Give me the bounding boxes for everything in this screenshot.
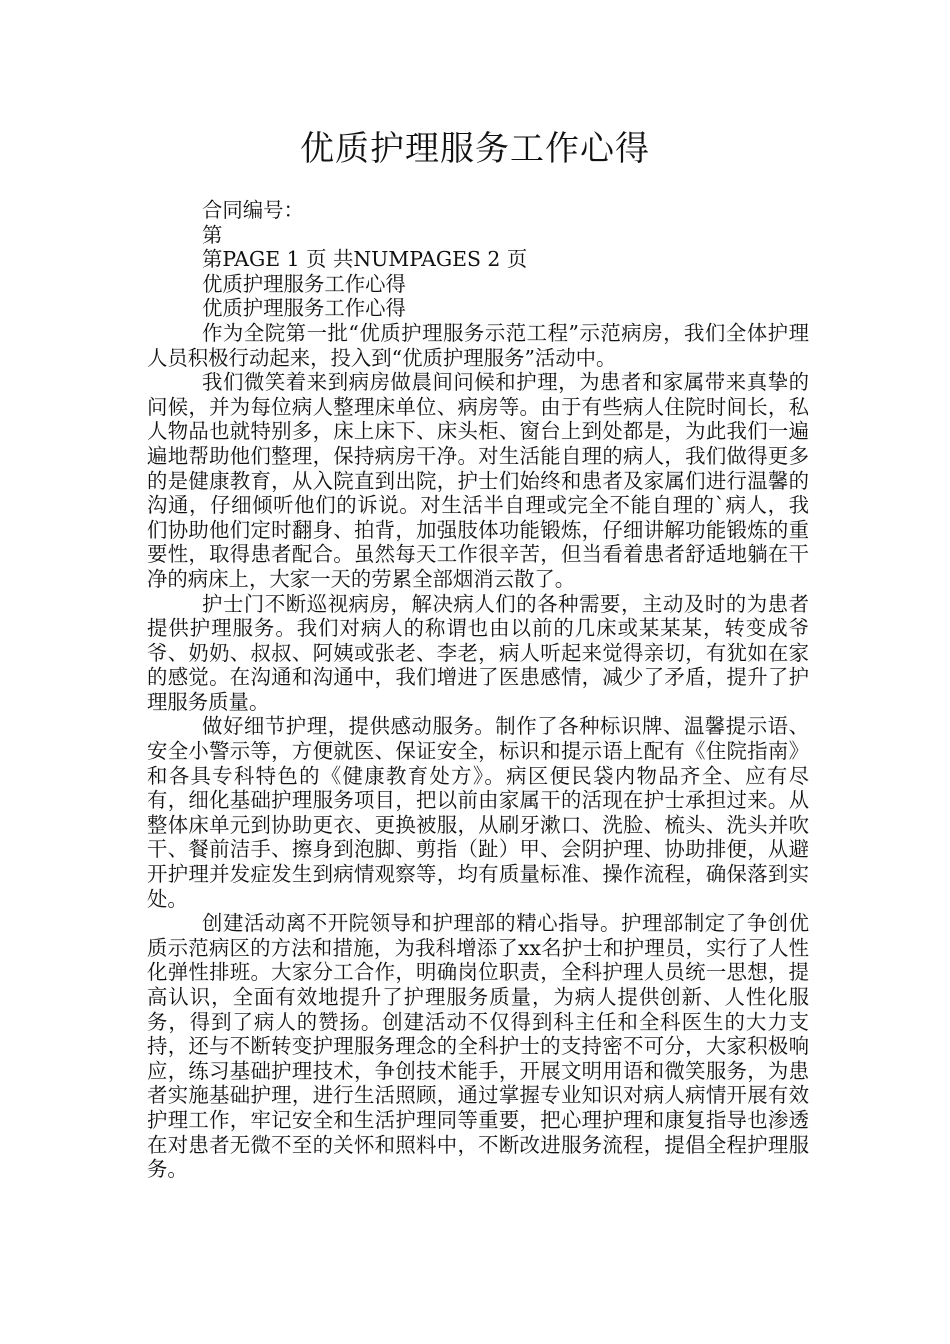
document-title: 优质护理服务工作心得 <box>300 129 650 169</box>
paragraph-leadership: 创建活动离不开院领导和护理部的精心指导。护理部制定了争创优质示范病区的方法和措施，为我科增添了xx名护士和护理员，实行了人性化弹性排班。大家分工合作，明确岗位职责，全科护理人员统一思想，提高认识，全面有效地提升了护理服务质量，为病人提供创新、人性化服务，得到了病人的赞扬。创建活动不仅得到科主任和全科医生的大力支持，还与不断转变护理服务理念的全科护士的支持密不可分，大家积极响应，练习基础护理技术，争创技术能手，开展文明用语和微笑服务，为患者实施基础护理，进行生活照顾，通过掌握专业知识对病人病情开展有效护理工作，牢记安全和生活护理同等重要，把心理护理和康复指导也渗透在对患者无微不至的关怀和照料中，不断改进服务流程，提倡全程护理服务。 <box>147 911 809 1182</box>
document-body <box>147 198 809 1182</box>
paragraph-ward-rounds: 护士门不断巡视病房，解决病人们的各种需要，主动及时的为患者提供护理服务。我们对病人的称谓也由以前的几床或某某某，转变成爷爷、奶奶、叔叔、阿姨或张老、李老，病人听起来觉得亲切，有犹如在家的感觉。在沟通和沟通中，我们增进了医患感情，减少了矛盾，提升了护理服务质量。 <box>147 591 809 714</box>
page-prefix-line: 第 <box>202 222 223 247</box>
contract-number-line: 合同编号： <box>202 198 304 222</box>
paragraph-morning-care: 我们微笑着来到病房做晨间问候和护理，为患者和家属带来真挚的问候，并为每位病人整理床单位、病房等。由于有些病人住院时间长，私人物品也就特别多，床上床下、床头柜、窗台上到处都是，为此我们一遍遍地帮助他们整理，保持病房干净。对生活能自理的病人，我们做得更多的是健康教育，从入院直到出院，护士们始终和患者及家属们进行温馨的沟通，仔细倾听他们的诉说。对生活半自理或完全不能自理的`病人，我们协助他们定时翻身、拍背，加强肢体功能锻炼，仔细讲解功能锻炼的重要性，取得患者配合。虽然每天工作很辛苦，但当看着患者舒适地躺在干净的病床上，大家一天的劳累全部烟消云散了。 <box>147 370 809 591</box>
subtitle-line-repeat: 优质护理服务工作心得 <box>202 296 406 321</box>
paragraph-intro: 作为全院第一批“优质护理服务示范工程”示范病房，我们全体护理人员积极行动起来，投入到“优质护理服务”活动中。 <box>147 320 809 370</box>
subtitle-line: 优质护理服务工作心得 <box>202 271 406 296</box>
paragraph-detail-care: 做好细节护理，提供感动服务。制作了各种标识牌、温馨提示语、安全小警示等，方便就医、保证安全，标识和提示语上配有《住院指南》和各具专科特色的《健康教育处方》。病区便民袋内物品齐全、应有尽有，细化基础护理服务项目，把以前由家属干的活现在护士承担过来。从整体床单元到协助更衣、更换被服，从刷牙漱口、洗脸、梳头、洗头并吹干、餐前洁手、擦身到泡脚、剪指（趾）甲、会阴护理、协助排便，从避开护理并发症发生到病情观察等，均有质量标准、操作流程，确保落到实处。 <box>147 714 809 911</box>
page-number-line: 第PAGE 1 页 共NUMPAGES 2 页 <box>202 247 528 272</box>
